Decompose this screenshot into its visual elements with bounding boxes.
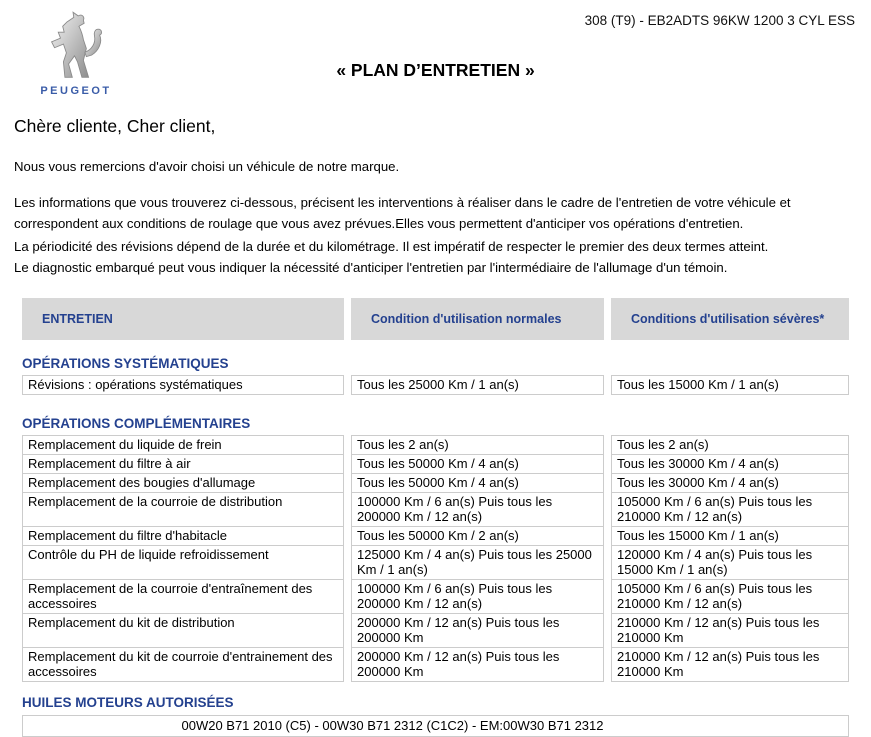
table-row xyxy=(22,435,849,455)
operation-cell: Remplacement de la courroie de distribution xyxy=(22,492,344,527)
normal-interval-cell: Tous les 25000 Km / 1 an(s) xyxy=(351,375,604,395)
operation-cell: Remplacement du liquide de frein xyxy=(22,435,344,455)
column-header-severe-conditions: Conditions d'utilisation sévères* xyxy=(611,298,849,340)
table-row xyxy=(22,579,849,614)
column-header-normal-conditions: Condition d'utilisation normales xyxy=(351,298,604,340)
table-row xyxy=(22,454,849,474)
page-header xyxy=(0,0,871,106)
operation-cell: Révisions : opérations systématiques xyxy=(22,375,344,395)
intro-paragraph-1: Nous vous remercions d'avoir choisi un véhicule de notre marque. xyxy=(14,159,400,174)
normal-interval-cell: Tous les 50000 Km / 2 an(s) xyxy=(351,526,604,546)
column-header-entretien: ENTRETIEN xyxy=(22,298,344,340)
operation-cell: Remplacement du kit de distribution xyxy=(22,613,344,648)
table-row xyxy=(22,375,849,395)
greeting-text: Chère cliente, Cher client, xyxy=(14,116,216,136)
table-sections xyxy=(22,356,849,682)
table-row xyxy=(22,545,849,580)
severe-interval-cell: 210000 Km / 12 an(s) Puis tous les 210000 Km xyxy=(611,647,849,682)
severe-interval-cell: Tous les 30000 Km / 4 an(s) xyxy=(611,454,849,474)
table-row xyxy=(22,613,849,648)
normal-interval-cell: 100000 Km / 6 an(s) Puis tous les 200000 Km / 12 an(s) xyxy=(351,492,604,527)
section-title-huiles: HUILES MOTEURS AUTORISÉES xyxy=(22,695,234,710)
section-title: OPÉRATIONS SYSTÉMATIQUES xyxy=(22,356,229,371)
document-body xyxy=(0,116,871,737)
severe-interval-cell: Tous les 15000 Km / 1 an(s) xyxy=(611,375,849,395)
page-title: « PLAN D’ENTRETIEN » xyxy=(336,60,535,80)
operation-cell: Remplacement du filtre à air xyxy=(22,454,344,474)
severe-interval-cell: Tous les 15000 Km / 1 an(s) xyxy=(611,526,849,546)
maintenance-table xyxy=(22,298,849,737)
peugeot-logo xyxy=(28,10,124,97)
operation-cell: Remplacement de la courroie d'entraînement des accessoires xyxy=(22,579,344,614)
normal-interval-cell: Tous les 50000 Km / 4 an(s) xyxy=(351,473,604,493)
severe-interval-cell: 210000 Km / 12 an(s) Puis tous les 210000 Km xyxy=(611,613,849,648)
operation-cell: Remplacement des bougies d'allumage xyxy=(22,473,344,493)
table-header-row xyxy=(22,298,849,340)
normal-interval-cell: 100000 Km / 6 an(s) Puis tous les 200000 Km / 12 an(s) xyxy=(351,579,604,614)
operation-cell: Contrôle du PH de liquide refroidissement xyxy=(22,545,344,580)
section-title: OPÉRATIONS COMPLÉMENTAIRES xyxy=(22,416,251,431)
severe-interval-cell: 105000 Km / 6 an(s) Puis tous les 210000 Km / 12 an(s) xyxy=(611,492,849,527)
operation-cell: Remplacement du kit de courroie d'entrainement des accessoires xyxy=(22,647,344,682)
table-row xyxy=(22,473,849,493)
intro-paragraph-2: Les informations que vous trouverez ci-dessous, précisent les interventions à réaliser dans le cadre de l'entretien de votre véhicule et correspondent aux conditions de roulage que vous avez prévues.Elles vous permettent d'anticiper vos opérations d'entretien. xyxy=(14,195,791,231)
table-row xyxy=(22,526,849,546)
normal-interval-cell: Tous les 50000 Km / 4 an(s) xyxy=(351,454,604,474)
normal-interval-cell: Tous les 2 an(s) xyxy=(351,435,604,455)
normal-interval-cell: 200000 Km / 12 an(s) Puis tous les 200000 Km xyxy=(351,613,604,648)
severe-interval-cell: Tous les 2 an(s) xyxy=(611,435,849,455)
authorized-oils-row: 00W20 B71 2010 (C5) - 00W30 B71 2312 (C1C2) - EM:00W30 B71 2312 xyxy=(22,715,849,737)
severe-interval-cell: 105000 Km / 6 an(s) Puis tous les 210000 Km / 12 an(s) xyxy=(611,579,849,614)
peugeot-wordmark: PEUGEOT xyxy=(40,85,112,97)
intro-paragraph-3: La périodicité des révisions dépend de la durée et du kilométrage. Il est impératif de respecter le premier des deux termes atteint. Le diagnostic embarqué peut vous indiquer la nécessité d'anticiper l'entretien par l'intermédiaire de l'allumage d'un témoin. xyxy=(14,239,769,275)
table-row xyxy=(22,492,849,527)
severe-interval-cell: 120000 Km / 4 an(s) Puis tous les 15000 Km / 1 an(s) xyxy=(611,545,849,580)
normal-interval-cell: 200000 Km / 12 an(s) Puis tous les 200000 Km xyxy=(351,647,604,682)
operation-cell: Remplacement du filtre d'habitacle xyxy=(22,526,344,546)
table-row xyxy=(22,647,849,682)
severe-interval-cell: Tous les 30000 Km / 4 an(s) xyxy=(611,473,849,493)
normal-interval-cell: 125000 Km / 4 an(s) Puis tous les 25000 Km / 1 an(s) xyxy=(351,545,604,580)
vehicle-model-label: 308 (T9) - EB2ADTS 96KW 1200 3 CYL ESS xyxy=(584,13,855,28)
